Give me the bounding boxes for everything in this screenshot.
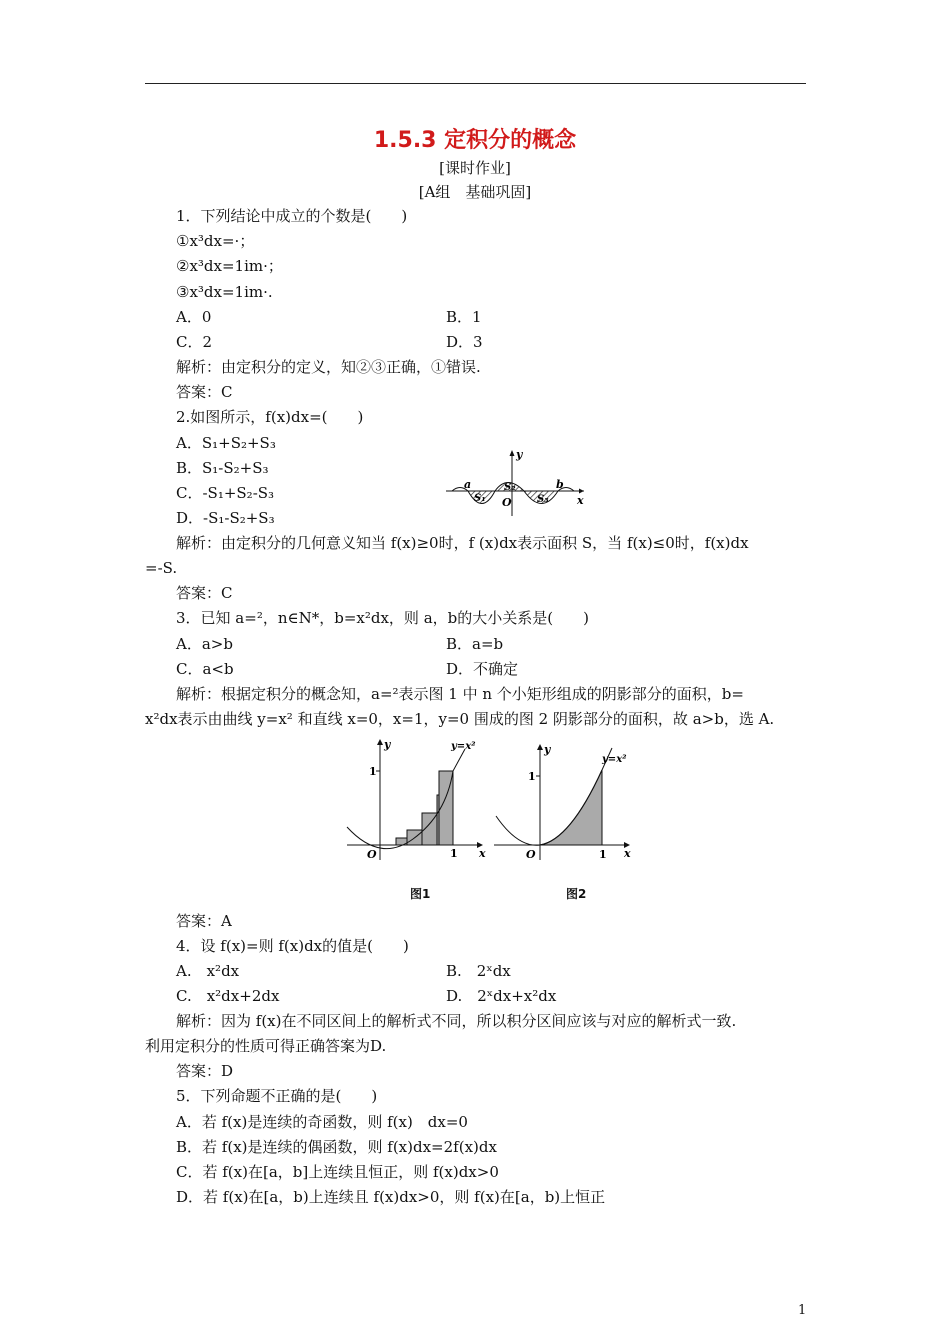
figure-1-caption: 图1 (410, 887, 431, 901)
fig2-y-one: 1 (528, 770, 536, 783)
text-line: A. x²dx (176, 962, 240, 980)
fig1-curve-label: y=x² (451, 741, 476, 752)
text-line: 4．设 f(x)=则 f(x)dx的值是( ) (176, 937, 409, 955)
fig2-x-one: 1 (599, 848, 607, 861)
text-line: ③x³dx=1im·. (176, 283, 273, 301)
text-line: C．a<b (176, 660, 234, 678)
fig2-y-label: y (544, 743, 551, 756)
text-line: B. 2ˣdx (446, 962, 511, 980)
text-line: 利用定积分的性质可得正确答案为D. (145, 1037, 387, 1055)
text-line: D．-S₁-S₂+S₃ (176, 509, 275, 527)
wave-origin-label: O (502, 496, 512, 509)
wave-s2-label: S₂ (504, 482, 516, 493)
text-line: D．3 (446, 333, 483, 351)
wave-area-figure (444, 448, 592, 520)
text-line: 解析：根据定积分的概念知，a=²表示图 1 中 n 个小矩形组成的阴影部分的面积，b= (176, 685, 744, 703)
text-line: 答案：C (176, 383, 233, 401)
text-line: A．a>b (176, 635, 233, 653)
text-line: =-S. (145, 559, 178, 577)
wave-s3-label: S₃ (537, 494, 549, 505)
text-line: 5．下列命题不正确的是( ) (176, 1087, 378, 1105)
text-line: C．2 (176, 333, 213, 351)
text-line: D. 2ˣdx+x²dx (446, 987, 557, 1005)
page-number: 1 (798, 1303, 807, 1318)
text-line: 1．下列结论中成立的个数是( ) (176, 207, 408, 225)
text-line: 答案：D (176, 1062, 234, 1080)
figure-1-riemann-rectangles (343, 735, 493, 865)
text-line: 解析：因为 f(x)在不同区间上的解析式不同，所以积分区间应该与对应的解析式一致. (176, 1012, 737, 1030)
text-line: A．0 (176, 308, 212, 326)
wave-b-label: b (556, 478, 564, 491)
fig2-origin: O (526, 848, 536, 861)
text-line: B．a=b (446, 635, 504, 653)
text-line: A．S₁+S₂+S₃ (176, 434, 276, 452)
text-line: 答案：C (176, 584, 233, 602)
text-line: 3．已知 a=²，n∈N*，b=x²dx，则 a，b的大小关系是( ) (176, 609, 589, 627)
fig1-y-label: y (384, 738, 391, 751)
figure-2-caption: 图2 (566, 887, 587, 901)
text-line: C．-S₁+S₂-S₃ (176, 484, 275, 502)
figure-2-area-under-curve (490, 740, 640, 865)
wave-x-label: x (577, 494, 584, 507)
fig1-x-one: 1 (450, 847, 458, 860)
text-line: B．若 f(x)是连续的偶函数，则 f(x)dx=2f(x)dx (176, 1138, 497, 1156)
text-line: 2.如图所示，f(x)dx=( ) (176, 408, 364, 426)
page-title: 1.5.3 定积分的概念 (373, 128, 577, 153)
homework-label: [课时作业] (439, 159, 511, 177)
text-line: B．S₁-S₂+S₃ (176, 459, 269, 477)
text-line: 答案：A (176, 912, 232, 930)
text-line: D．不确定 (446, 660, 519, 678)
wave-a-label: a (464, 478, 472, 491)
text-line: 解析：由定积分的几何意义知当 f(x)≥0时，f (x)dx表示面积 S，当 f(x)≤0时，f(x)dx (176, 534, 749, 552)
text-line: A．若 f(x)是连续的奇函数，则 f(x) dx=0 (176, 1113, 468, 1131)
wave-y-label: y (516, 448, 523, 461)
fig1-origin: O (367, 848, 377, 861)
text-line: ①x³dx=·； (176, 232, 255, 250)
header-rule (145, 83, 806, 84)
text-line: C．若 f(x)在[a，b]上连续且恒正，则 f(x)dx>0 (176, 1163, 499, 1181)
fig1-x-label: x (479, 847, 486, 860)
group-label: [A组 基础巩固] (418, 183, 532, 201)
wave-s1-label: S₁ (474, 493, 486, 504)
fig1-y-one: 1 (369, 765, 377, 778)
text-line: ②x³dx=1im·； (176, 257, 283, 275)
text-line: 解析：由定积分的定义，知②③正确，①错误. (176, 358, 481, 376)
fig2-x-label: x (624, 847, 631, 860)
text-line: D．若 f(x)在[a，b)上连续且 f(x)dx>0，则 f(x)在[a，b)上恒正 (176, 1188, 606, 1206)
fig2-curve-label: y=x² (602, 754, 627, 765)
text-line: B．1 (446, 308, 482, 326)
text-line: C. x²dx+2dx (176, 987, 280, 1005)
text-line: x²dx表示由曲线 y=x² 和直线 x=0，x=1，y=0 围成的图 2 阴影部分的面积，故 a>b，选 A. (145, 710, 775, 728)
